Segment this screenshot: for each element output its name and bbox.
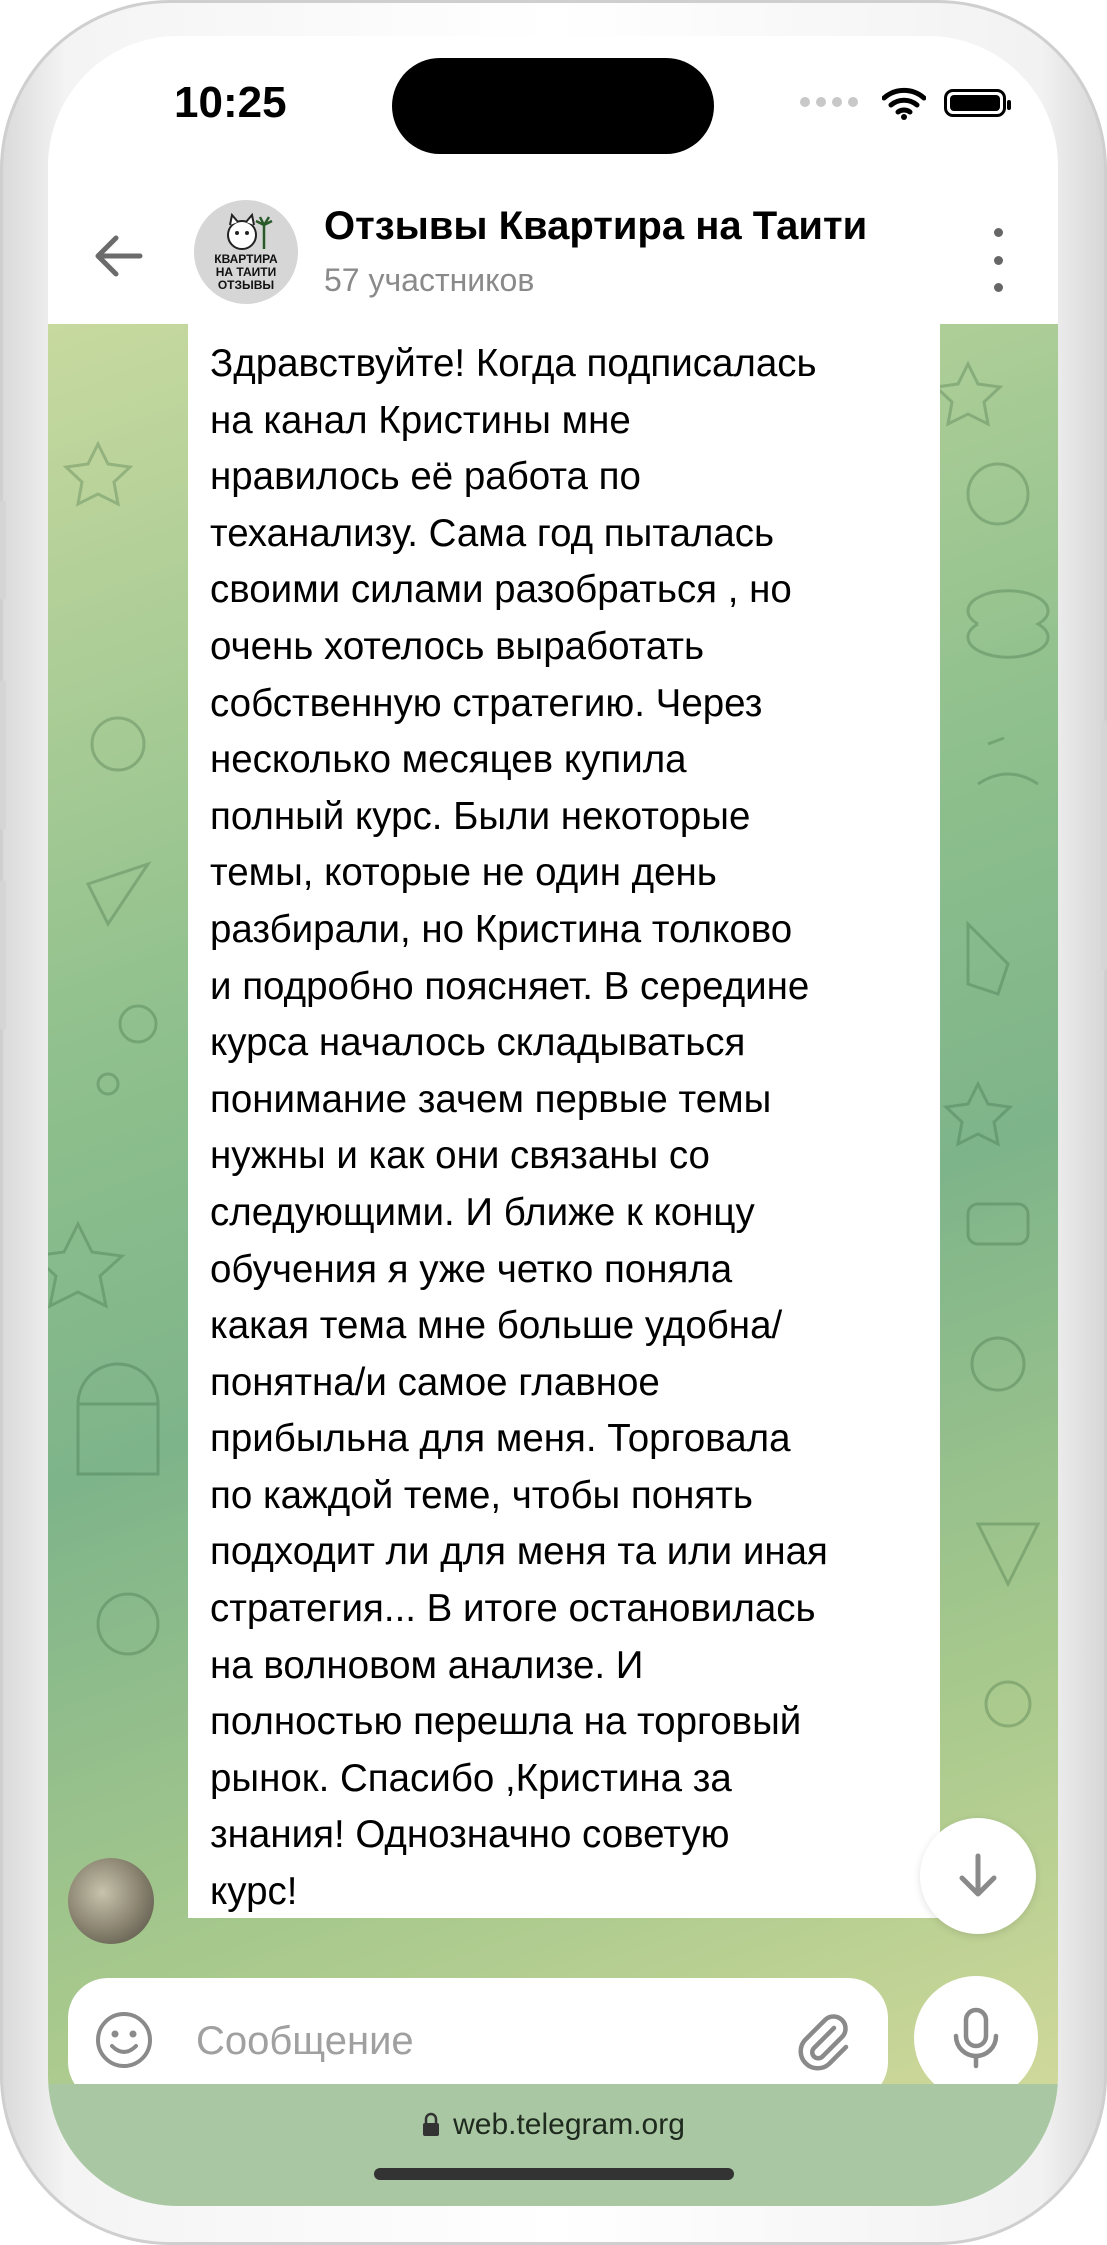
scroll-to-bottom-button[interactable] <box>920 1818 1036 1934</box>
message-input[interactable] <box>194 2008 738 2074</box>
cellular-signal-icon <box>800 94 864 112</box>
wifi-icon <box>882 86 926 120</box>
more-vertical-icon <box>994 228 1003 237</box>
phone-screen <box>48 36 1058 2206</box>
status-icons <box>800 86 1006 120</box>
sender-avatar[interactable] <box>68 1858 154 1944</box>
phone-side-button <box>0 500 6 600</box>
attach-button[interactable] <box>790 2008 854 2072</box>
more-vertical-icon <box>994 283 1003 292</box>
message-bubble[interactable] <box>188 324 940 1918</box>
battery-icon <box>944 89 1006 117</box>
avatar-text: ОТЗЫВЫ <box>217 277 275 292</box>
browser-url-bar[interactable] <box>48 2084 1058 2206</box>
chat-title[interactable]: Отзывы Квартира на Таити <box>324 204 868 248</box>
arrow-left-icon <box>88 224 152 288</box>
status-time: 10:25 <box>174 78 287 127</box>
chat-header <box>48 186 1058 324</box>
more-menu-button[interactable] <box>978 228 1018 292</box>
home-indicator[interactable] <box>374 2168 734 2180</box>
status-bar <box>48 36 1058 176</box>
lock-icon <box>421 2112 441 2138</box>
more-vertical-icon <box>994 256 1003 265</box>
message-text: Здравствуйте! Когда подписалась на канал Кристины мне нравилось её работа по теханализу. Сама год пыталась своими силами разобраться , но очень хотелось выработать собственную стратегию. Через несколько месяцев купила полный курс. Были некоторые темы, которые не один день разбирали, но Кристина толково и подробно поясняет. В середине курса началось складываться понимание зачем первые темы нужны и как они связаны со следующими. И ближе к концу обучения я уже четко поняла какая тема мне больше удобна/ понятна/и самое главное прибыльна для меня. Торговала по каждой теме, чтобы понять подходит ли для меня та или иная стратегия... В итоге остановилась на волновом анализе. И полностью перешла на торговый рынок. Спасибо ,Кристина за знания! Однозначно советую курс! <box>210 342 828 1914</box>
members-count: 57 участников <box>324 262 535 298</box>
smiley-icon <box>94 2010 154 2070</box>
back-button[interactable] <box>88 224 152 288</box>
chat-area <box>48 324 1058 2084</box>
avatar-text: НА ТАИТИ <box>215 264 277 279</box>
cat-logo-icon <box>216 213 276 253</box>
phone-side-button <box>1101 720 1107 970</box>
arrow-down-icon <box>950 1848 1006 1904</box>
paperclip-icon <box>790 2008 854 2072</box>
phone-side-button <box>0 880 6 1030</box>
emoji-button[interactable] <box>94 2010 154 2070</box>
message-composer <box>68 1978 888 2084</box>
chat-avatar[interactable] <box>194 200 298 304</box>
url-text: web.telegram.org <box>453 2108 685 2141</box>
avatar-text: КВАРТИРА <box>214 251 278 266</box>
url-wrap <box>48 2108 1058 2142</box>
phone-side-button <box>0 680 6 830</box>
microphone-icon <box>946 2006 1006 2070</box>
dynamic-island <box>392 58 714 154</box>
